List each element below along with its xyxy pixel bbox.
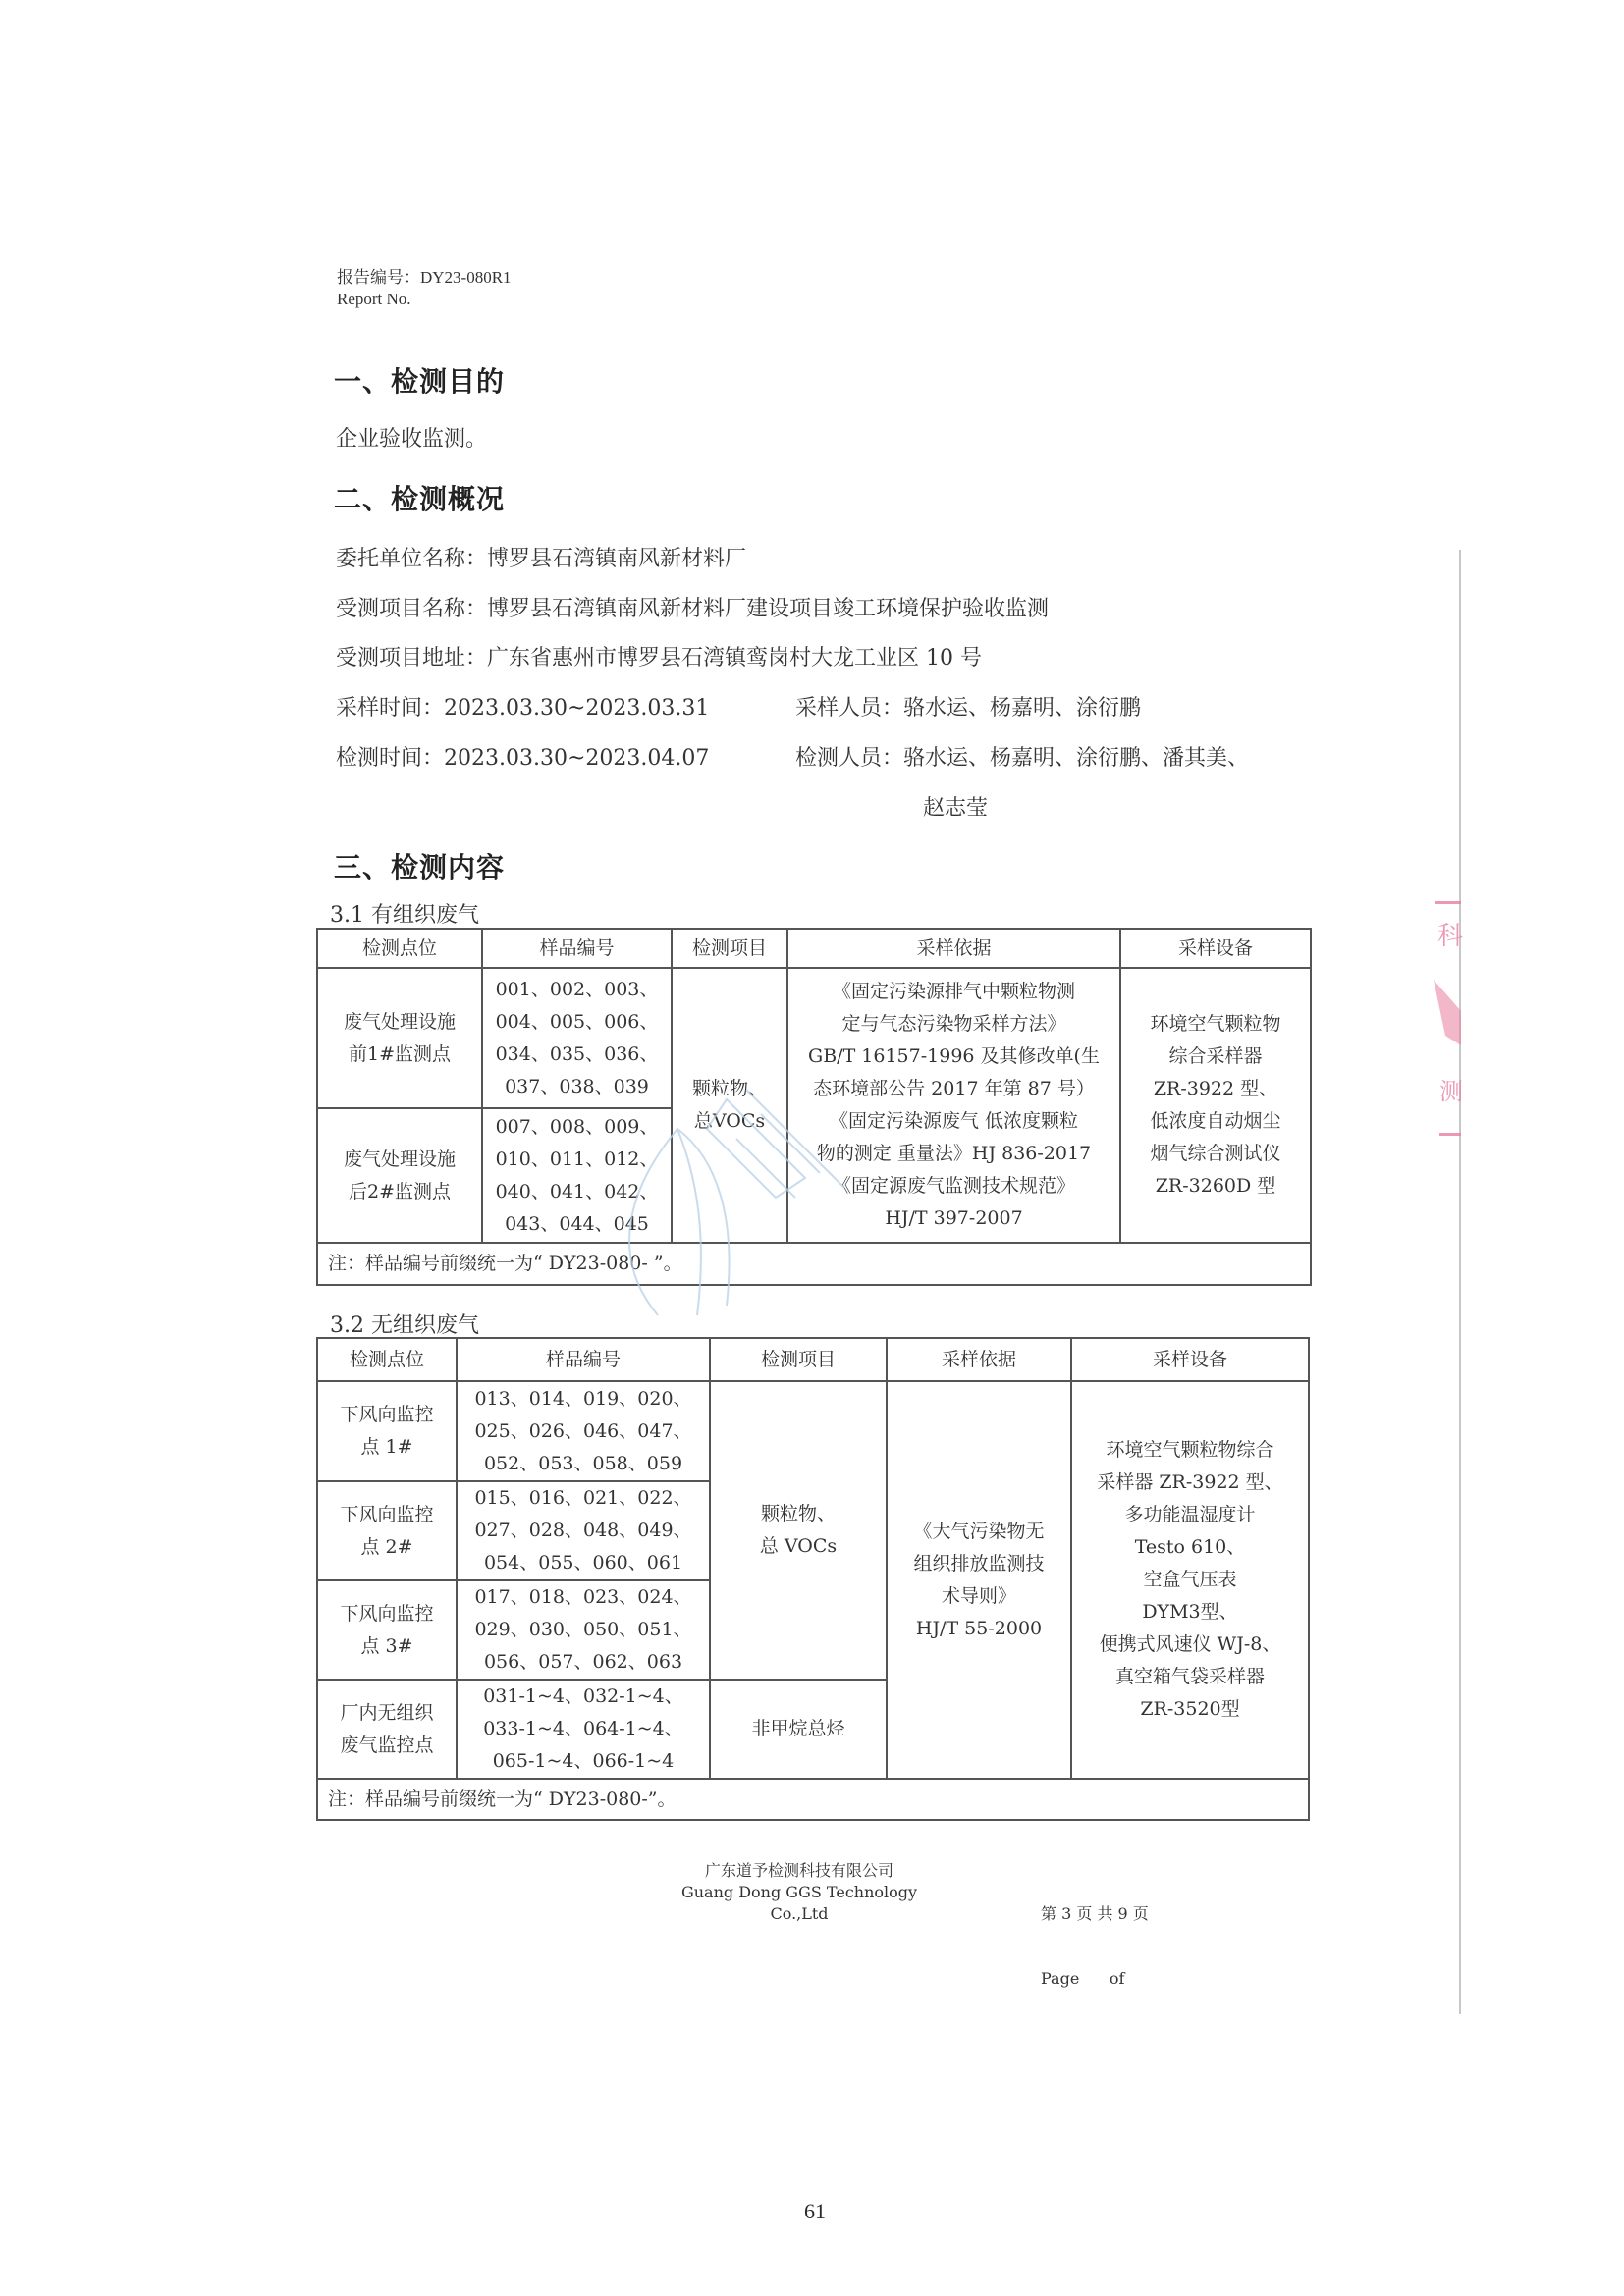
seal-stamp-icon: [1414, 864, 1463, 1139]
table-row: [317, 1381, 1309, 1481]
col-header: 检测项目: [672, 929, 787, 968]
svg-text:科: 科: [1437, 922, 1463, 951]
table-header-row: [317, 1338, 1309, 1381]
project-name: 受测项目名称：博罗县石湾镇南风新材料厂建设项目竣工环境保护验收监测: [336, 597, 1050, 621]
table-note: 注：样品编号前缀统一为“ DY23-080-”。: [317, 1779, 1309, 1820]
company-name-en: Guang Dong GGS Technology Co.,Ltd: [680, 1883, 918, 1923]
report-number-en: Report No.: [337, 290, 411, 308]
col-header: 采样设备: [1120, 929, 1311, 968]
svg-text:测: 测: [1439, 1078, 1463, 1105]
col-header: 样品编号: [457, 1338, 710, 1381]
fugitive-emission-table: [316, 1337, 1310, 1821]
purpose-text: 企业验收监测。: [336, 427, 488, 452]
footer-company: [652, 1860, 947, 1925]
sample-numbers: 015、016、021、022、 027、028、048、049、 054、055、060、061: [457, 1481, 710, 1580]
col-header: 检测点位: [317, 1338, 457, 1381]
test-items: 非甲烷总烃: [710, 1680, 887, 1779]
monitoring-point: 厂内无组织 废气监控点: [317, 1680, 457, 1779]
page-info-cn: 第 3 页 共 9 页: [1041, 1904, 1149, 1923]
col-header: 检测项目: [710, 1338, 887, 1381]
table-note-row: [317, 1243, 1311, 1285]
sample-numbers: 007、008、009、 010、011、012、 040、041、042、 043、044、045: [482, 1108, 672, 1243]
organized-emission-table: [316, 928, 1312, 1286]
testing-staff-continued: 赵志莹: [923, 796, 989, 821]
project-address: 受测项目地址：广东省惠州市博罗县石湾镇鸾岗村大龙工业区 10 号: [336, 646, 982, 670]
testing-staff: 检测人员：骆水运、杨嘉明、涂衍鹏、潘其美、: [795, 746, 1250, 771]
table1-caption: 3.1 有组织废气: [330, 903, 479, 928]
page-info-en: Page of: [1041, 1969, 1125, 1988]
sampling-basis: 《大气污染物无 组织排放监测技 术导则》 HJ/T 55-2000: [887, 1381, 1071, 1779]
test-items: 颗粒物、 总VOCs: [672, 968, 787, 1243]
col-header: 样品编号: [482, 929, 672, 968]
sampling-basis: 《固定污染源排气中颗粒物测 定与气态污染物采样方法》 GB/T 16157-1996 及其修改单(生 态环境部公告 2017 年第 87 号） 《固定污染源废气 低浓度颗粒 物的测定 重量法》HJ 836-2017 《固定源废气监测技术规范》 HJ/T 397-2007: [787, 968, 1120, 1243]
section-title-purpose: 一、检测目的: [334, 365, 506, 398]
company-name-cn: 广东道予检测科技有限公司: [704, 1861, 893, 1880]
monitoring-point: 废气处理设施 前1#监测点: [317, 968, 482, 1108]
table-header-row: [317, 929, 1311, 968]
sampling-staff: 采样人员：骆水运、杨嘉明、涂衍鹏: [795, 696, 1142, 721]
test-items: 颗粒物、 总 VOCs: [710, 1381, 887, 1680]
sample-numbers: 031-1~4、032-1~4、 033-1~4、064-1~4、 065-1~4、066-1~4: [457, 1680, 710, 1779]
client-name: 委托单位名称：博罗县石湾镇南风新材料厂: [336, 547, 747, 571]
table-note: 注：样品编号前缀统一为“ DY23-080- ”。: [317, 1243, 1311, 1285]
sample-numbers: 017、018、023、024、 029、030、050、051、 056、057、062、063: [457, 1580, 710, 1680]
report-number-block: [337, 267, 512, 310]
page-number: 61: [804, 2199, 826, 2223]
footer-pagination: [1041, 1860, 1149, 2011]
table-note-row: [317, 1779, 1309, 1820]
monitoring-point: 下风向监控 点 2#: [317, 1481, 457, 1580]
section-title-content: 三、检测内容: [334, 851, 506, 883]
section-title-overview: 二、检测概况: [334, 483, 506, 515]
col-header: 采样依据: [887, 1338, 1071, 1381]
report-number: 报告编号：DY23-080R1: [337, 268, 512, 287]
testing-time: 检测时间：2023.03.30~2023.04.07: [336, 746, 710, 771]
sample-numbers: 001、002、003、 004、005、006、 034、035、036、 037、038、039: [482, 968, 672, 1108]
monitoring-point: 下风向监控 点 3#: [317, 1580, 457, 1680]
sample-numbers: 013、014、019、020、 025、026、046、047、 052、053、058、059: [457, 1381, 710, 1481]
page-edge-divider: [1459, 550, 1461, 2014]
col-header: 采样依据: [787, 929, 1120, 968]
sampling-time: 采样时间：2023.03.30~2023.03.31: [336, 696, 710, 721]
monitoring-point: 废气处理设施 后2#监测点: [317, 1108, 482, 1243]
col-header: 检测点位: [317, 929, 482, 968]
sampling-equipment: 环境空气颗粒物综合 采样器 ZR-3922 型、 多功能温湿度计 Testo 610、 空盒气压表 DYM3型、 便携式风速仪 WJ-8、 真空箱气袋采样器 ZR-3520型: [1071, 1381, 1309, 1779]
sampling-equipment: 环境空气颗粒物 综合采样器 ZR-3922 型、 低浓度自动烟尘 烟气综合测试仪 ZR-3260D 型: [1120, 968, 1311, 1243]
table2-caption: 3.2 无组织废气: [330, 1313, 479, 1338]
table-row: [317, 968, 1311, 1108]
monitoring-point: 下风向监控 点 1#: [317, 1381, 457, 1481]
col-header: 采样设备: [1071, 1338, 1309, 1381]
